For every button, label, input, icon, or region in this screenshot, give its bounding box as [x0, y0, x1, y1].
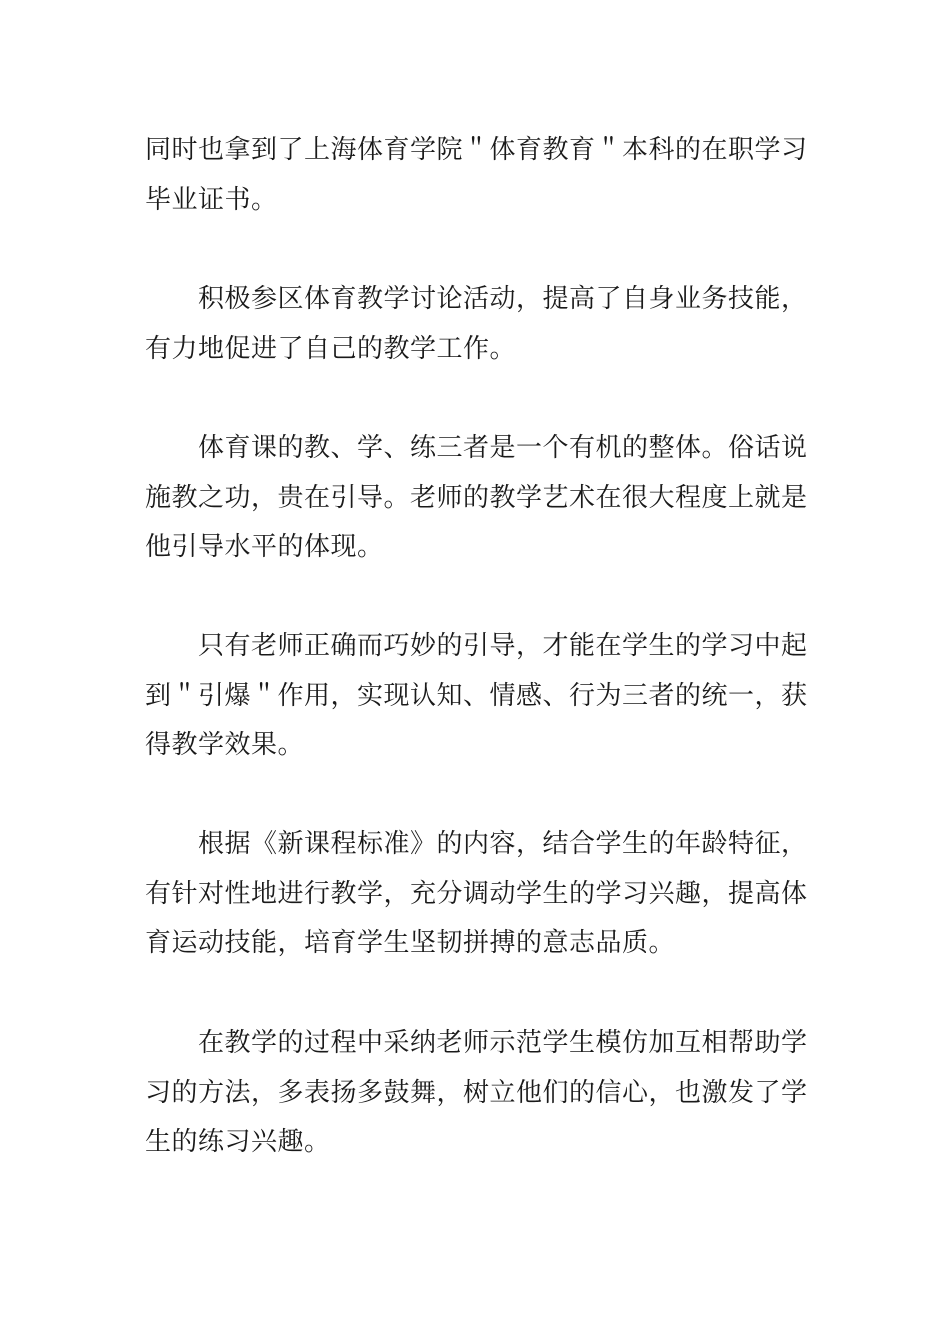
paragraph-line: 他引导水平的体现。	[145, 532, 384, 562]
paragraph-continuation	[145, 126, 807, 225]
paragraph-line: 在教学的过程中采纳老师示范学生模仿加互相帮助学	[198, 1028, 808, 1058]
paragraph-line: 积极参区体育教学讨论活动，提高了自身业务技能，	[198, 284, 808, 314]
paragraph	[145, 424, 807, 573]
paragraph-line: 根据《新课程标准》的内容，结合学生的年龄特征，	[198, 829, 808, 859]
paragraph-line: 施教之功，贵在引导。老师的教学艺术在很大程度上就是	[145, 482, 808, 513]
paragraph	[145, 275, 807, 374]
paragraph-line: 习的方法，多表扬多鼓舞，树立他们的信心，也激发了学	[145, 1077, 808, 1108]
paragraph-line: 生的练习兴趣。	[145, 1127, 331, 1157]
paragraph-line: 同时也拿到了上海体育学院＂体育教育＂本科的在职学习	[145, 135, 808, 165]
paragraph-line: 毕业证书。	[145, 184, 278, 215]
paragraph	[145, 622, 807, 771]
paragraph-line: 育运动技能，培育学生坚韧拼搏的意志品质。	[145, 928, 676, 958]
paragraph	[145, 1019, 807, 1168]
paragraph-line: 得教学效果。	[145, 730, 305, 760]
paragraph-line: 体育课的教、学、练三者是一个有机的整体。俗话说	[198, 433, 808, 463]
paragraph	[145, 820, 807, 969]
paragraph-line: 到＂引爆＂作用，实现认知、情感、行为三者的统一，获	[145, 680, 808, 711]
paragraph-line: 有力地促进了自己的教学工作。	[145, 333, 517, 364]
paragraph-line: 只有老师正确而巧妙的引导，才能在学生的学习中起	[198, 631, 808, 661]
paragraph-line: 有针对性地进行教学，充分调动学生的学习兴趣，提高体	[145, 878, 808, 909]
